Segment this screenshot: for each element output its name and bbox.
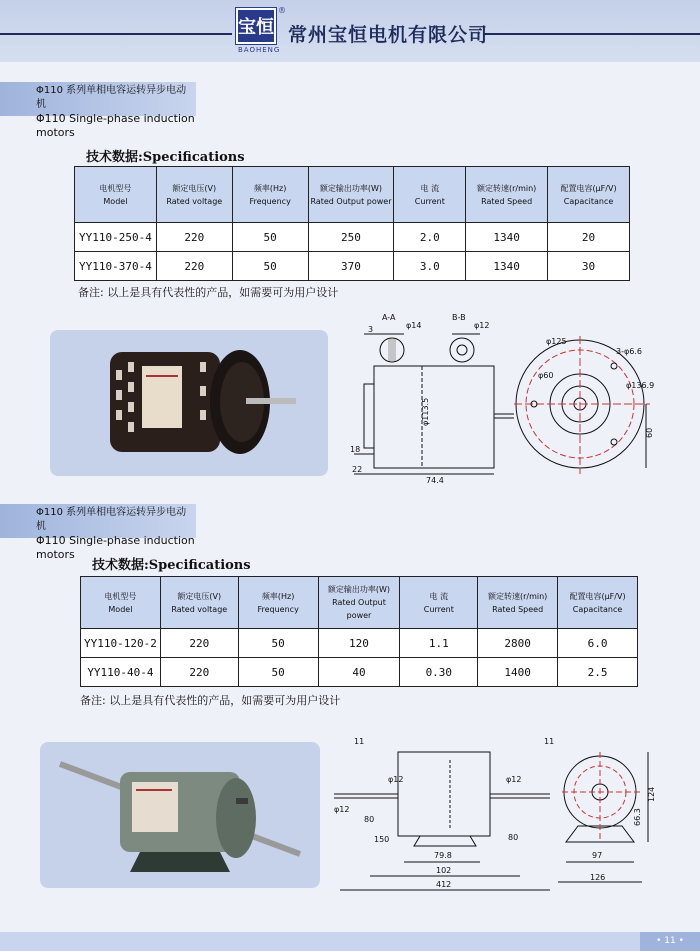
spec-table-header-row: [75, 167, 630, 223]
cell-power: 370: [308, 252, 394, 281]
section-1-spec-table: [74, 166, 630, 281]
col-header-current: 电 流 Current: [394, 167, 466, 223]
cell-frequency: 50: [238, 658, 318, 687]
label-n18: 18: [350, 445, 361, 454]
logo-subtitle: BAOHENG: [238, 46, 281, 54]
cell-capacitance: 6.0: [558, 629, 638, 658]
label-section-aa: A-A: [382, 313, 396, 322]
spec-table-header-row: [81, 577, 638, 629]
table-row: [75, 223, 630, 252]
label-n3: 3: [368, 325, 374, 334]
col-header-capacitance: 配置电容(μF/V) Capacitance: [558, 577, 638, 629]
section-2-spec-heading: 技术数据:Specifications: [92, 558, 251, 573]
cell-model: YY110-120-2: [81, 629, 161, 658]
footer-band: [0, 932, 700, 951]
section-2-spec-table: [80, 576, 638, 687]
col-header-frequency: 频率(Hz) Frequency: [238, 577, 318, 629]
label-d14: φ14: [406, 321, 422, 330]
label-section-bb: B-B: [452, 313, 466, 322]
col-header-current: 电 流 Current: [400, 577, 478, 629]
section-2-title-cn: Φ110 系列单相电容运转异步电动机: [36, 507, 187, 532]
col-header-voltage: 额定电压(V) Rated voltage: [160, 577, 238, 629]
cell-frequency: 50: [232, 223, 308, 252]
label-n80b: 80: [508, 833, 519, 842]
label-n663: 66.3: [633, 808, 642, 826]
label-n80a: 80: [364, 815, 375, 824]
table-row: [75, 252, 630, 281]
col-header-speed: 额定转速(r/min) Rated Speed: [466, 167, 548, 223]
col-header-voltage: 额定电压(V) Rated voltage: [156, 167, 232, 223]
col-header-model: 电机型号 Model: [75, 167, 157, 223]
section-2-note: 备注: 以上是具有代表性的产品，如需要可为用户设计: [80, 694, 341, 707]
cell-speed: 1340: [466, 252, 548, 281]
company-name: 常州宝恒电机有限公司: [288, 24, 489, 46]
section-2-photo-panel: [40, 742, 320, 888]
cell-power: 120: [318, 629, 400, 658]
label-n150: 150: [374, 835, 390, 844]
section-2-title: [0, 504, 196, 561]
section-2-dimension-drawing: [330, 730, 660, 900]
cell-model: YY110-40-4: [81, 658, 161, 687]
col-header-model: 电机型号 Model: [81, 577, 161, 629]
cell-current: 0.30: [400, 658, 478, 687]
section-1-title-en: Φ110 Single-phase induction motors: [36, 112, 195, 139]
section-1-dimension-drawing: [334, 306, 664, 486]
col-header-frequency: 频率(Hz) Frequency: [232, 167, 308, 223]
label-n744: 74.4: [426, 476, 444, 485]
section-1-title-cn: Φ110 系列单相电容运转异步电动机: [36, 85, 187, 110]
section-1-spec-heading: 技术数据:Specifications: [86, 150, 245, 165]
section-1-title: [0, 82, 196, 139]
header-rule-right: [484, 33, 700, 35]
cell-current: 2.0: [394, 223, 466, 252]
label-d12a: φ12: [388, 775, 404, 784]
label-n102: 102: [436, 866, 452, 875]
section-2-title-en: Φ110 Single-phase induction motors: [36, 534, 195, 561]
label-n22: 22: [352, 465, 363, 474]
cell-capacitance: 20: [548, 223, 630, 252]
label-d1369: φ136.9: [626, 381, 655, 390]
cell-voltage: 220: [160, 658, 238, 687]
col-header-capacitance: 配置电容(μF/V) Capacitance: [548, 167, 630, 223]
label-n11b: 11: [544, 737, 555, 746]
cell-capacitance: 2.5: [558, 658, 638, 687]
label-n124: 124: [647, 786, 656, 802]
label-d125: φ125: [546, 337, 567, 346]
header-rule-left: [0, 33, 232, 35]
cell-speed: 2800: [478, 629, 558, 658]
label-n412: 412: [436, 880, 452, 889]
section-1-note: 备注: 以上是具有代表性的产品，如需要可为用户设计: [78, 286, 339, 299]
cell-power: 250: [308, 223, 394, 252]
label-n798: 79.8: [434, 851, 452, 860]
registered-mark: ®: [278, 6, 286, 15]
cell-voltage: 220: [156, 223, 232, 252]
cell-capacitance: 30: [548, 252, 630, 281]
label-n11a: 11: [354, 737, 365, 746]
cell-voltage: 220: [160, 629, 238, 658]
cell-speed: 1400: [478, 658, 558, 687]
label-n126: 126: [590, 873, 606, 882]
cell-frequency: 50: [238, 629, 318, 658]
section-1-photo-panel: [50, 330, 328, 476]
label-n60: 60: [645, 427, 654, 438]
motor-photo-2: [40, 742, 320, 888]
label-d1135: φ113.5: [421, 397, 430, 426]
page-number: • 11 •: [640, 932, 700, 951]
table-row: [81, 658, 638, 687]
cell-speed: 1340: [466, 223, 548, 252]
label-d12b: φ12: [334, 805, 350, 814]
cell-current: 3.0: [394, 252, 466, 281]
label-d12c: φ12: [506, 775, 522, 784]
label-holes: 3-φ6.6: [616, 347, 642, 356]
cell-power: 40: [318, 658, 400, 687]
motor-photo-1: [50, 330, 328, 476]
cell-voltage: 220: [156, 252, 232, 281]
col-header-power: 额定输出功率(W) Rated Output power: [318, 577, 400, 629]
label-d12: φ12: [474, 321, 490, 330]
cell-frequency: 50: [232, 252, 308, 281]
cell-model: YY110-370-4: [75, 252, 157, 281]
company-logo: 宝恒: [236, 8, 276, 44]
cell-current: 1.1: [400, 629, 478, 658]
col-header-speed: 额定转速(r/min) Rated Speed: [478, 577, 558, 629]
label-n97: 97: [592, 851, 603, 860]
col-header-power: 额定输出功率(W) Rated Output power: [308, 167, 394, 223]
label-d60: φ60: [538, 371, 554, 380]
cell-model: YY110-250-4: [75, 223, 157, 252]
table-row: [81, 629, 638, 658]
